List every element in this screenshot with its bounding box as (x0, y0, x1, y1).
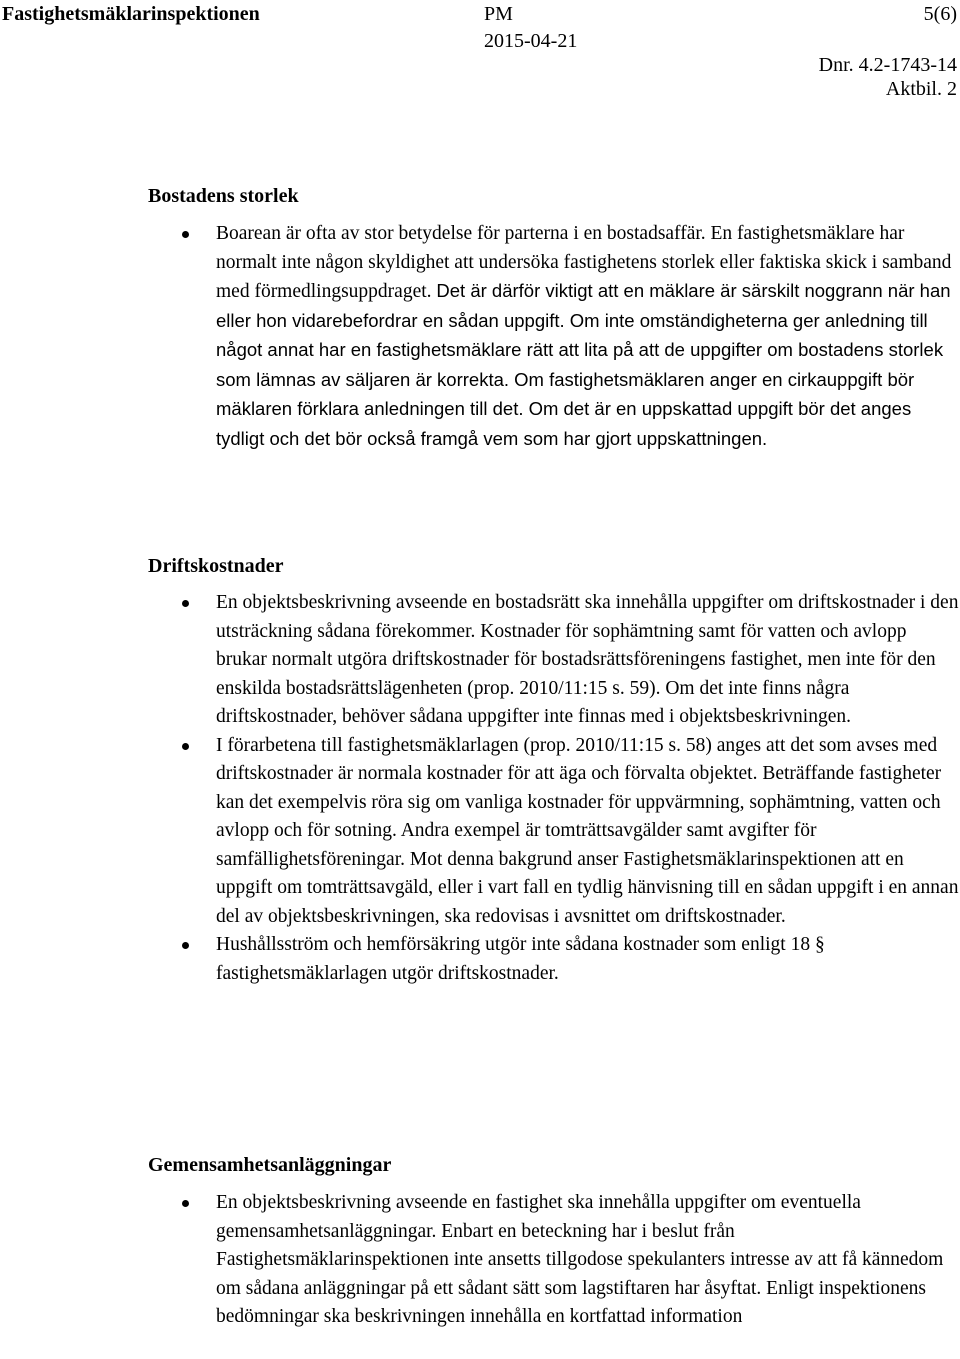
list-item-text: En objektsbeskrivning avseende en bostadsrätt ska innehålla uppgifter om driftskostnader i den utsträckning sådana förekommer. Kostnader för sophämtning samt för vatten och avlopp brukar normalt utgöra driftskostnader för bostadsrättsföreningens fastighet, men inte för den enskilda bostadsrättslägenheten (prop. 2010/11:15 s. 59). Om det inte finns några driftskostnader, behöver sådana uppgifter inte finnas med i objektsbeskrivningen. (216, 592, 959, 727)
bullet-icon (182, 231, 189, 238)
bullet-icon (182, 600, 189, 607)
bullet-list-bostadens-storlek (148, 220, 960, 454)
header-document-type: PM (484, 3, 513, 25)
bullet-icon (182, 743, 189, 750)
list-item-text-part: Boarean är ofta av stor betydelse för parterna i en bostadsaffär. En fastighetsmäklare har normalt inte någon skyldighet att undersöka fastighetens storlek eller faktiska skick i samband med förmedlingsuppdraget. (216, 223, 952, 302)
list-item-text: En objektsbeskrivning avseende en fastighet ska innehålla uppgifter om eventuella gemensamhetsanläggningar. Enbart en beteckning har i beslut från Fastighetsmäklarinspektionen inte ansetts tillgodose spekulanters intresse av att få kännedom om sådana anläggningar på ett sådant sätt som lagstiftaren har åsyftat. Enligt inspektionens bedömningar ska beskrivningen innehålla en kortfattad information (216, 1192, 944, 1327)
list-item-text (216, 220, 960, 454)
list-item (148, 732, 960, 932)
list-item-text: I förarbetena till fastighetsmäklarlagen (prop. 2010/11:15 s. 58) anges att det som avses med driftskostnader är normala kostnader för att äga och förvalta objektet. Beträffande fastigheter kan det exempelvis röra sig om vanliga kostnader för uppvärmning, sophämtning, vatten och avlopp och för sotning. Andra exempel är tomträttsavgälder samt avgifter för samfällighetsföreningar. Mot denna bakgrund anser Fastighetsmäklarinspektionen att en uppgift om tomträttsavgäld, eller i vart fall en tydlig hänvisning till en sådan uppgift i en annan del av objektsbeskrivningen, ska redovisas i avsnittet om driftskostnader. (216, 734, 959, 927)
list-item (148, 1189, 960, 1332)
bullet-icon (182, 1200, 189, 1207)
section-title-driftskostnader: Driftskostnader (148, 555, 284, 577)
header-diary-number: Dnr. 4.2-1743-14 (818, 54, 957, 76)
list-item-text: Hushållsström och hemförsäkring utgör inte sådana kostnader som enligt 18 § fastighetsmäklarlagen utgör driftskostnader. (216, 934, 825, 984)
list-item (148, 220, 960, 454)
bullet-list-driftskostnader (148, 589, 960, 988)
section-title-bostadens-storlek: Bostadens storlek (148, 185, 299, 207)
header-page-number: 5(6) (923, 3, 957, 25)
section-title-gemensamhetsanlaggningar: Gemensamhetsanläggningar (148, 1154, 392, 1176)
list-item-text-part: Det är därför viktigt att en mäklare är särskilt noggrann när han eller hon vidarebefordrar en sådan uppgift. Om inte omständigheterna ger anledning till något annat har en fastighetsmäklare rätt att lita på att de uppgifter om bostadens storlek som lämnas av säljaren är korrekta. Om fastighetsmäklaren anger en cirkauppgift bör mäklaren förklara anledningen till det. Om det är en uppskattad uppgift bör det anges tydligt och det bör också framgå vem som har gjort uppskattningen. (216, 280, 951, 449)
bullet-list-gemensamhetsanlaggningar (148, 1189, 960, 1332)
list-item (148, 931, 960, 988)
header-attachment: Aktbil. 2 (885, 78, 957, 100)
bullet-icon (182, 942, 189, 949)
header-organization: Fastighetsmäklarinspektionen (2, 3, 260, 25)
header-date: 2015-04-21 (484, 30, 578, 52)
list-item (148, 589, 960, 732)
